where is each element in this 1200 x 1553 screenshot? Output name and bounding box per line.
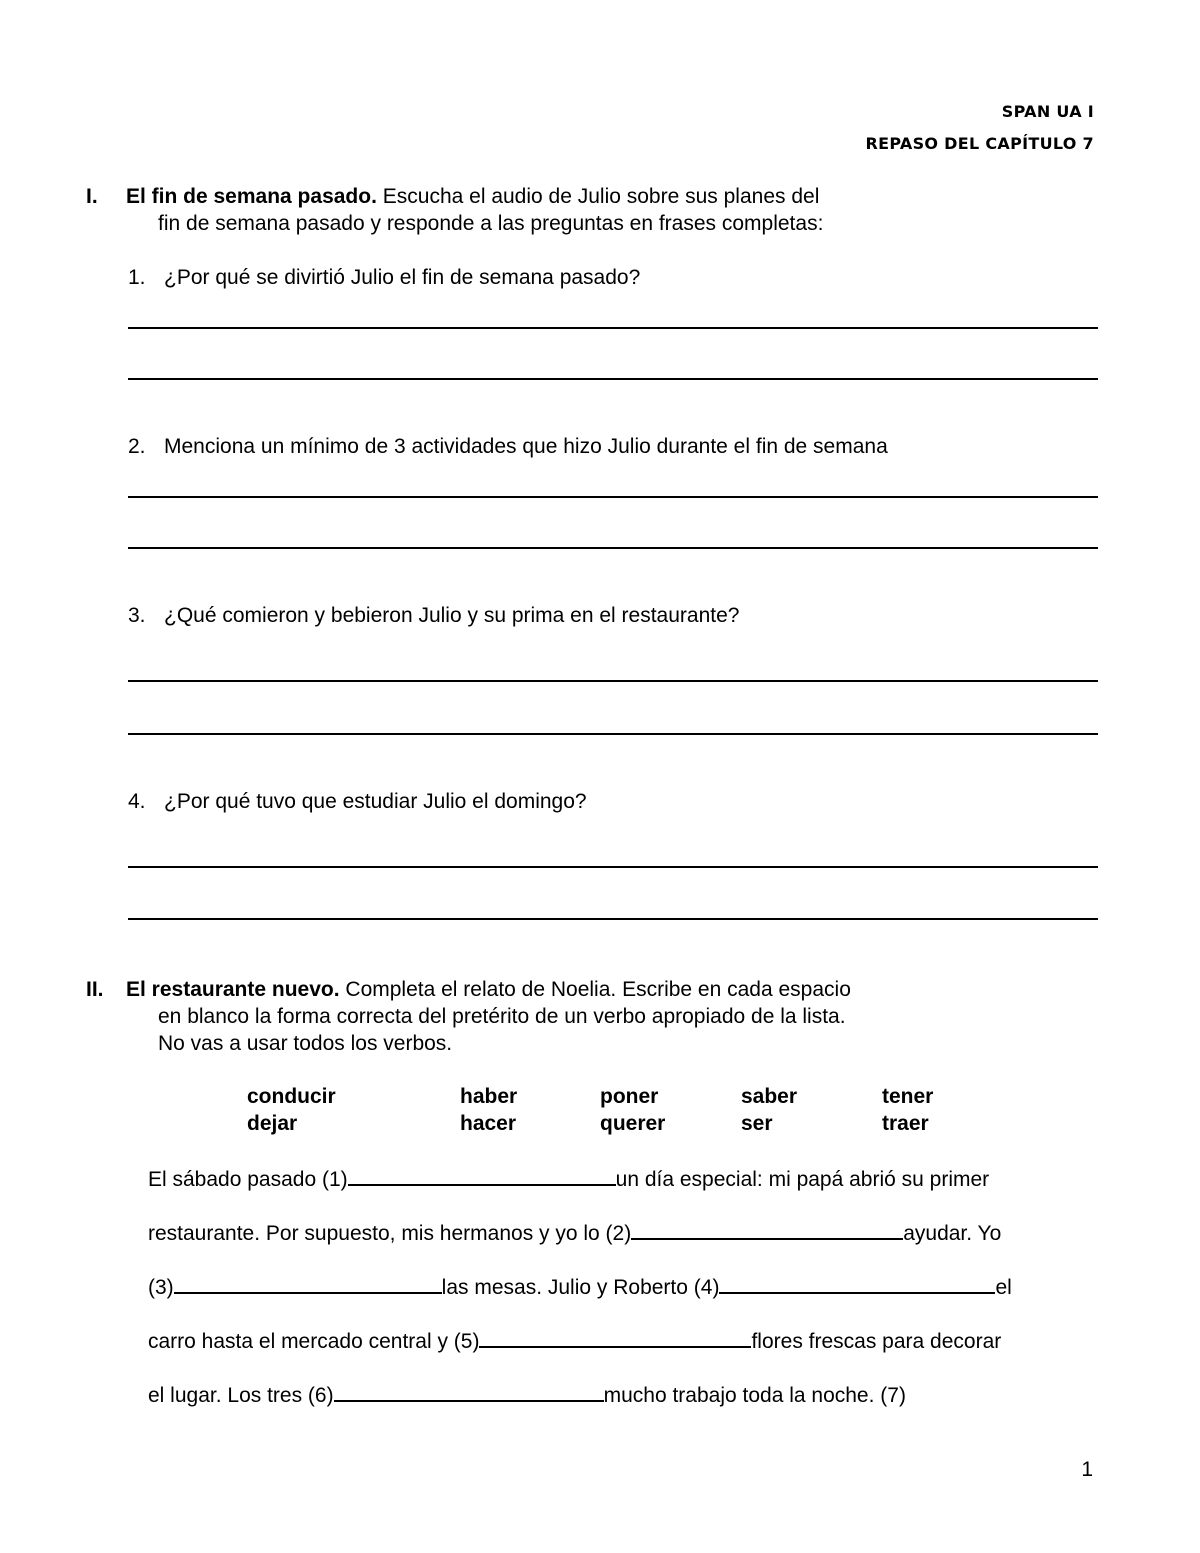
section-1-instructions-line2: fin de semana pasado y responde a las preguntas en frases completas: [158,212,824,235]
section-2-numeral: II. [86,978,104,1001]
question-1-text: ¿Por qué se divirtió Julio el fin de semana pasado? [164,266,641,289]
chapter-title: REPASO DEL CAPÍTULO 7 [865,134,1094,153]
section-2-instructions-line2: en blanco la forma correcta del pretérito de un verbo apropiado de la lista. [158,1005,846,1028]
page-number: 1 [1081,1458,1093,1481]
answer-line-2a[interactable] [128,496,1098,498]
question-4-number: 4. [128,790,146,813]
story-text: ayudar. Yo [903,1222,1002,1245]
blank-3[interactable] [174,1273,442,1294]
verb-item: tener [882,1085,934,1108]
story-text: el lugar. Los tres (6) [148,1384,334,1407]
section-1-instructions [86,183,1096,237]
blank-6[interactable] [334,1381,604,1402]
answer-line-4a[interactable] [128,866,1098,868]
blank-5[interactable] [479,1327,751,1348]
story-text: un día especial: mi papá abrió su primer [615,1168,990,1191]
verb-column [882,1083,933,1137]
question-1 [128,265,640,291]
story-text: el [995,1276,1012,1299]
story-text: El sábado pasado (1) [148,1168,348,1191]
verb-column [460,1083,517,1137]
blank-1[interactable] [348,1165,616,1186]
question-4-text: ¿Por qué tuvo que estudiar Julio el domingo? [164,790,587,813]
answer-line-4b[interactable] [128,918,1098,920]
question-3-text: ¿Qué comieron y bebieron Julio y su prima en el restaurante? [164,604,740,627]
verb-item: traer [882,1112,929,1135]
verb-item: conducir [247,1085,336,1108]
answer-line-1a[interactable] [128,327,1098,329]
story-line-4 [148,1327,1001,1355]
verb-column [741,1083,797,1137]
section-2-title: El restaurante nuevo. [126,978,340,1001]
story-text: las mesas. Julio y Roberto (4) [441,1276,720,1299]
verb-item: hacer [460,1112,517,1135]
verb-item: dejar [247,1112,298,1135]
verb-item: querer [600,1112,666,1135]
verb-column [600,1083,665,1137]
section-2-instructions-line1: Completa el relato de Noelia. Escribe en cada espacio [339,978,851,1001]
question-2-text: Menciona un mínimo de 3 actividades que hizo Julio durante el fin de semana [164,435,888,458]
verb-item: saber [741,1085,798,1108]
verb-item: haber [460,1085,518,1108]
section-1-title: El fin de semana pasado. [126,185,377,208]
story-text: restaurante. Por supuesto, mis hermanos y yo lo (2) [148,1222,632,1245]
verb-item: ser [741,1112,773,1135]
section-2-instructions-line3: No vas a usar todos los verbos. [158,1032,453,1055]
question-1-number: 1. [128,266,146,289]
answer-line-2b[interactable] [128,547,1098,549]
blank-4[interactable] [719,1273,995,1294]
question-2 [128,434,888,460]
story-line-3 [148,1273,1012,1301]
section-1-instructions-line1: Escucha el audio de Julio sobre sus planes del [376,185,820,208]
story-text: carro hasta el mercado central y (5) [148,1330,480,1353]
section-2-instructions [86,976,1096,1057]
story-text: mucho trabajo toda la noche. (7) [603,1384,906,1407]
section-1-numeral: I. [86,185,98,208]
answer-line-1b[interactable] [128,378,1098,380]
question-2-number: 2. [128,435,146,458]
question-3 [128,603,739,629]
question-4 [128,789,587,815]
course-code: SPAN UA I [1001,102,1094,121]
blank-2[interactable] [631,1219,903,1240]
answer-line-3a[interactable] [128,680,1098,682]
verb-column [247,1083,336,1137]
story-line-1 [148,1165,989,1193]
question-3-number: 3. [128,604,146,627]
story-line-2 [148,1219,1001,1247]
verb-item: poner [600,1085,659,1108]
story-text: (3) [148,1276,174,1299]
answer-line-3b[interactable] [128,733,1098,735]
story-line-5 [148,1381,906,1409]
story-text: flores frescas para decorar [751,1330,1002,1353]
